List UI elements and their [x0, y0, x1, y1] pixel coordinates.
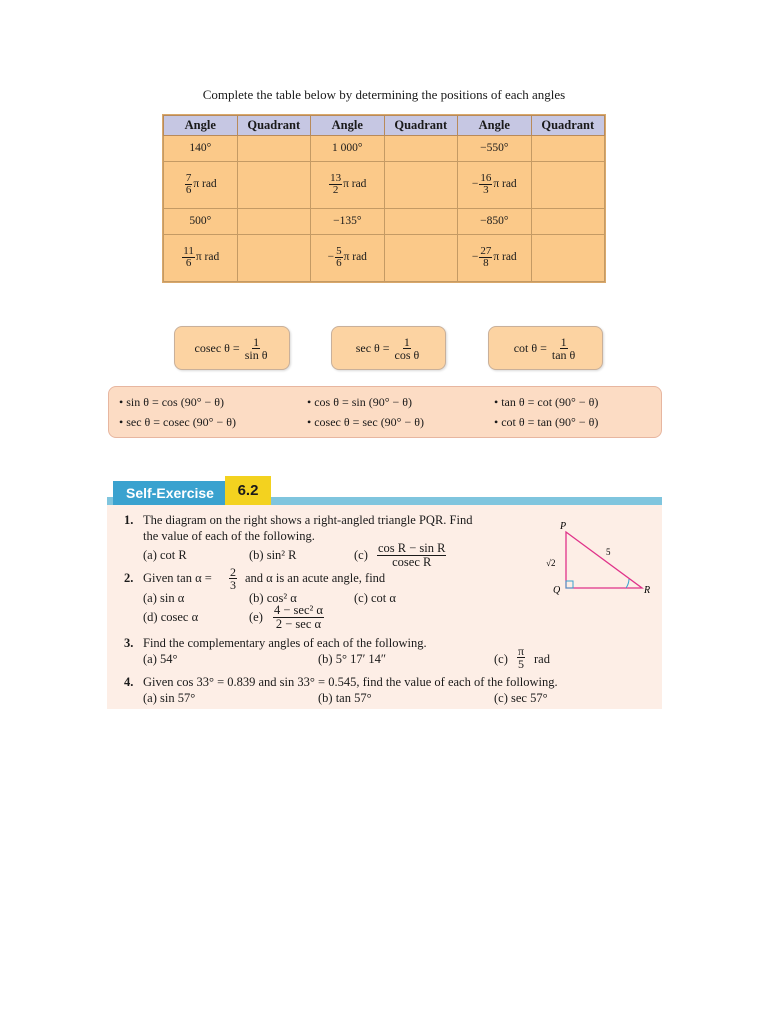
- question-text: the value of each of the following.: [143, 529, 315, 543]
- angle-table: [162, 114, 606, 283]
- question-number: 1.: [124, 513, 134, 527]
- part-e-label: (e): [249, 610, 263, 624]
- vertex-p-label: P: [560, 521, 567, 532]
- header-quadrant: Quadrant: [384, 116, 458, 136]
- quadrant-cell[interactable]: [384, 234, 458, 281]
- cofunction-item: • sin θ = cos (90° − θ): [119, 395, 225, 409]
- quadrant-cell[interactable]: [237, 208, 311, 234]
- cosec-identity-box: cosec θ = $\frac{1}{\text{sin θ}}$: [174, 326, 290, 370]
- part-c: (c) sec 57°: [494, 691, 548, 705]
- part-b: (b) cos² α: [249, 591, 297, 605]
- header-angle: Angle: [458, 116, 532, 136]
- quadrant-cell[interactable]: [531, 208, 605, 234]
- quadrant-cell[interactable]: [384, 161, 458, 208]
- table-row: [164, 161, 605, 208]
- part-a: (a) 54°: [143, 652, 178, 666]
- part-a: (a) sin α: [143, 591, 185, 605]
- vertex-q-label: Q: [553, 585, 561, 596]
- part-a: (a) sin 57°: [143, 691, 196, 705]
- angle-cell: −850°: [458, 208, 532, 234]
- table-row: [164, 208, 605, 234]
- part-e-fraction: 4 − sec² α 2 − sec α: [274, 603, 323, 631]
- side-pq-label: √2: [546, 558, 556, 568]
- question-text: Given tan α =: [143, 571, 212, 585]
- angle-cell: 1 000°: [311, 136, 385, 162]
- right-angle-marker: [566, 581, 573, 588]
- instruction-text: Complete the table below by determining the positions of each angles: [202, 87, 566, 102]
- cot-identity-box: cot θ = $\frac{1}{\text{tan θ}}$: [488, 326, 603, 370]
- part-b: (b) sin² R: [249, 548, 297, 562]
- cofunction-item: • cos θ = sin (90° − θ): [307, 395, 413, 409]
- question-text: The diagram on the right shows a right-angled triangle PQR. Find: [143, 513, 473, 527]
- part-a: (a) cot R: [143, 548, 187, 562]
- sec-identity-box: sec θ = $\frac{1}{\text{cos θ}}$: [331, 326, 446, 370]
- question-text: Given cos 33° = 0.839 and sin 33° = 0.545, find the value of each of the following.: [143, 675, 558, 689]
- cofunction-identities-box: [108, 386, 662, 438]
- part-d: (d) cosec α: [143, 610, 199, 624]
- angle-cell: − $\frac{5}{6}$ π rad: [311, 234, 385, 281]
- quadrant-cell[interactable]: [237, 234, 311, 281]
- quadrant-cell[interactable]: [384, 136, 458, 162]
- cofunction-item: • sec θ = cosec (90° − θ): [119, 415, 236, 429]
- angle-cell: $\frac{11}{6}$ π rad: [164, 234, 238, 281]
- triangle-shape: [566, 532, 642, 588]
- table-row: [164, 234, 605, 281]
- unit-text: rad: [534, 652, 550, 666]
- cofunction-item: • tan θ = cot (90° − θ): [494, 395, 599, 409]
- quadrant-cell[interactable]: [531, 136, 605, 162]
- angle-r-arc: [626, 579, 629, 588]
- header-angle: Angle: [311, 116, 385, 136]
- quadrant-cell[interactable]: [237, 161, 311, 208]
- question-text: Find the complementary angles of each of the following.: [143, 636, 427, 650]
- question-text: and α is an acute angle, find: [245, 571, 386, 585]
- angle-cell: −550°: [458, 136, 532, 162]
- header-angle: Angle: [164, 116, 238, 136]
- angle-cell: −135°: [311, 208, 385, 234]
- exercise-number-badge: 6.2: [225, 476, 271, 505]
- header-quadrant: Quadrant: [237, 116, 311, 136]
- angle-cell: 500°: [164, 208, 238, 234]
- table-row: [164, 136, 605, 162]
- table-header-row: [164, 116, 605, 136]
- angle-cell: $\frac{13}{2}$ π rad: [311, 161, 385, 208]
- part-c: (c) cot α: [354, 591, 396, 605]
- pi-fraction: $\frac{\pi}{5}$: [518, 644, 525, 671]
- quadrant-cell[interactable]: [531, 234, 605, 281]
- header-quadrant: Quadrant: [531, 116, 605, 136]
- part-b: (b) tan 57°: [318, 691, 372, 705]
- question-number: 4.: [124, 675, 134, 689]
- self-exercise-tab: Self-Exercise: [113, 481, 227, 505]
- question-number: 2.: [124, 571, 134, 585]
- vertex-r-label: R: [644, 585, 651, 596]
- part-c-label: (c): [494, 652, 508, 666]
- angle-cell: 140°: [164, 136, 238, 162]
- quadrant-cell[interactable]: [531, 161, 605, 208]
- part-c-fraction: $\frac{\text{cos R − sin R}}{\text{cosec R}}$: [378, 541, 446, 569]
- triangle-pqr-diagram: [540, 518, 660, 598]
- hypotenuse-label: 5: [606, 547, 611, 557]
- part-b: (b) 5° 17′ 14″: [318, 652, 387, 666]
- question-number: 3.: [124, 636, 134, 650]
- quadrant-cell[interactable]: [384, 208, 458, 234]
- angle-cell: − $\frac{27}{8}$ π rad: [458, 234, 532, 281]
- cofunction-item: • cosec θ = sec (90° − θ): [307, 415, 424, 429]
- angle-cell: $\frac{7}{6}$ π rad: [164, 161, 238, 208]
- tan-fraction: $\frac{2}{3}$: [230, 565, 236, 592]
- quadrant-cell[interactable]: [237, 136, 311, 162]
- part-c-label: (c): [354, 548, 368, 562]
- cofunction-item: • cot θ = tan (90° − θ): [494, 415, 599, 429]
- angle-cell: − $\frac{16}{3}$ π rad: [458, 161, 532, 208]
